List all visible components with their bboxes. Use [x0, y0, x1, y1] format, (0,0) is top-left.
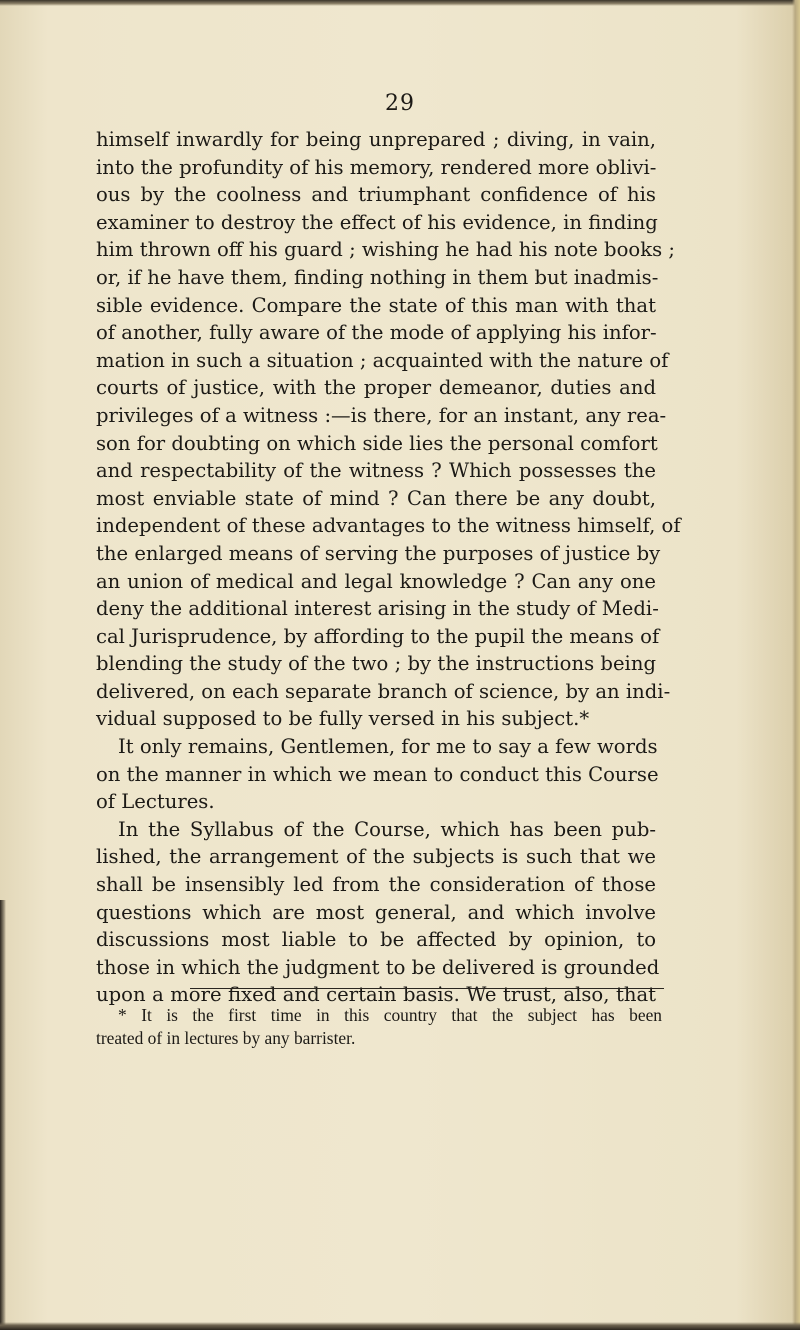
text-line: blending the study of the two ; by the instructions being	[96, 652, 656, 676]
text-line: on the manner in which we mean to conduct this Course	[96, 762, 659, 786]
top-edge-shadow	[0, 0, 800, 6]
body-text	[96, 126, 681, 1009]
text-line: into the profundity of his memory, rendered more oblivi-	[96, 155, 657, 179]
bottom-edge-shadow	[0, 1322, 800, 1330]
footnote-line: treated of in lectures by any barrister.	[96, 1028, 356, 1048]
text-line: ous by the coolness and triumphant confidence of his	[96, 183, 656, 207]
paragraph-start-line: It only remains, Gentlemen, for me to say a few words	[118, 735, 658, 759]
paragraph-start-line: In the Syllabus of the Course, which has been pub-	[118, 817, 656, 841]
text-line: discussions most liable to be affected by opinion, to	[96, 928, 656, 952]
binding-shadow	[0, 900, 6, 1330]
text-line: vidual supposed to be fully versed in his subject.*	[96, 707, 590, 731]
text-line: most enviable state of mind ? Can there be any doubt,	[96, 486, 656, 510]
right-page-edge	[792, 0, 800, 1330]
text-line: privileges of a witness :—is there, for an instant, any rea-	[96, 403, 667, 427]
text-line: those in which the judgment to be delivered is grounded	[96, 955, 660, 979]
footnote-rule	[190, 988, 664, 989]
text-line: and respectability of the witness ? Which possesses the	[96, 459, 656, 483]
text-line: questions which are most general, and which involve	[96, 900, 656, 924]
page-number: 29	[385, 91, 415, 116]
text-line: lished, the arrangement of the subjects is such that we	[96, 845, 656, 869]
text-line: the enlarged means of serving the purposes of justice by	[96, 541, 661, 565]
footnote	[96, 1004, 662, 1050]
text-line: courts of justice, with the proper demeanor, duties and	[96, 376, 656, 400]
text-line: shall be insensibly led from the consideration of those	[96, 873, 656, 897]
footnote-line: * It is the first time in this country that the subject has been	[118, 1005, 662, 1025]
text-line: of Lectures.	[96, 790, 215, 814]
text-line: sible evidence. Compare the state of this man with that	[96, 293, 656, 317]
text-line: son for doubting on which side lies the personal comfort	[96, 431, 658, 455]
text-line: of another, fully aware of the mode of applying his infor-	[96, 321, 657, 345]
text-line: upon a more fixed and certain basis. We trust, also, that	[96, 983, 656, 1007]
text-line: independent of these advantages to the witness himself, of	[96, 514, 681, 538]
text-line: delivered, on each separate branch of science, by an indi-	[96, 679, 671, 703]
text-line: cal Jurisprudence, by affording to the pupil the means of	[96, 624, 660, 648]
text-line: examiner to destroy the effect of his evidence, in finding	[96, 210, 658, 234]
text-line: himself inwardly for being unprepared ; diving, in vain,	[96, 128, 656, 151]
text-line: deny the additional interest arising in the study of Medi-	[96, 597, 659, 621]
text-line: him thrown off his guard ; wishing he had his note books ;	[96, 238, 675, 262]
text-line: mation in such a situation ; acquainted with the nature of	[96, 348, 669, 372]
text-line: an union of medical and legal knowledge ? Can any one	[96, 569, 656, 593]
text-line: or, if he have them, finding nothing in them but inadmis-	[96, 265, 659, 289]
